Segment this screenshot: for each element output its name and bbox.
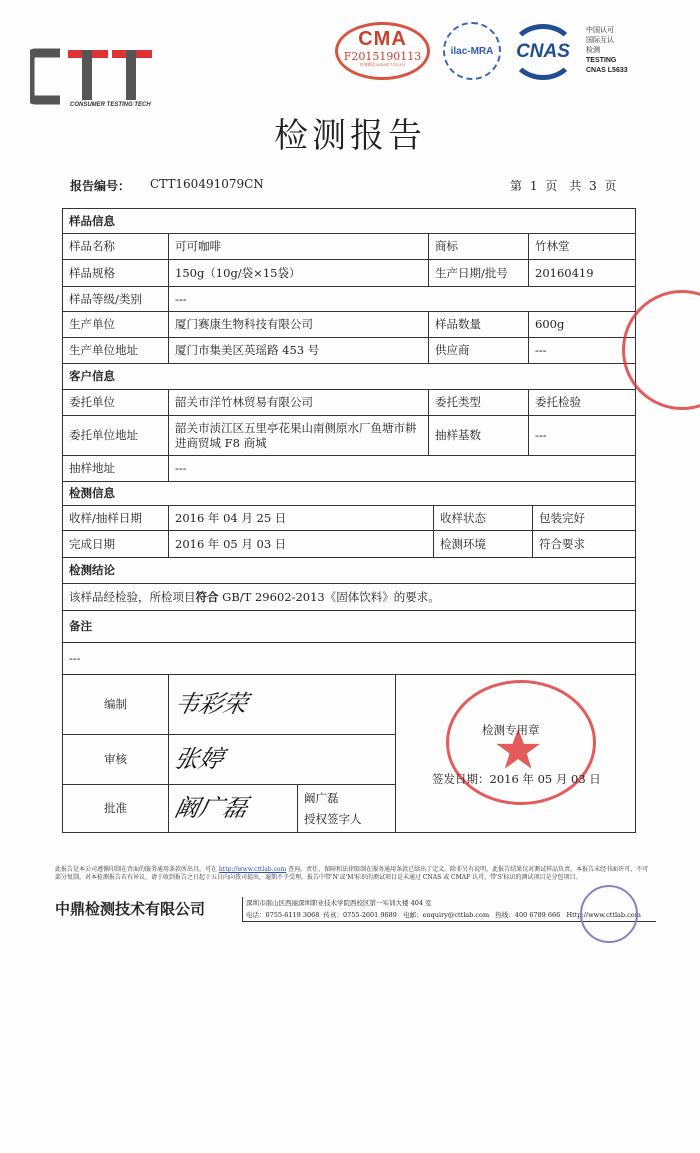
supplier: --- [528, 337, 636, 364]
client-address: 韶关市浈江区五里亭花果山南侧原水厂鱼塘市耕进商贸城 F8 商城 [168, 415, 429, 456]
ilac-mra-logo: ilac-MRA [443, 22, 501, 80]
sampling-address: --- [168, 455, 636, 482]
complete-date: 2016 年 05 月 03 日 [168, 530, 434, 558]
label: 完成日期 [62, 530, 169, 558]
sample-spec: 150g（10g/袋×15袋） [168, 259, 429, 287]
label: 生产单位 [62, 311, 169, 338]
report-title: 检测报告 [274, 116, 426, 156]
page-info: 第 1 页 共 3 页 [510, 179, 617, 193]
report-no: CTT160491079CN [150, 177, 264, 191]
company-contact: 深圳市南山区西丽深圳职业技术学院西校区第一实训大楼 404 室 电话：0755-6119 3068 传真：0755-2601 9689 电邮：enquiry@cttlab.com 热线：400 6789 666 Http://www.cttlab.com [242, 897, 656, 922]
section-test-info: 检测信息 [62, 481, 636, 506]
maker: 厦门赛康生物科技有限公司 [168, 311, 429, 338]
test-environment: 符合要求 [532, 530, 636, 558]
ctt-logo [30, 48, 155, 108]
label: 抽样地址 [62, 455, 169, 482]
label: 委托单位 [62, 389, 169, 416]
label: 商标 [428, 233, 529, 260]
cnas-logo: CNAS [510, 24, 576, 80]
client-type: 委托检验 [528, 389, 636, 416]
label: 生产日期/批号 [428, 259, 529, 287]
website-link[interactable]: http://www.cttlab.com [218, 866, 287, 873]
label: 抽样基数 [428, 415, 529, 456]
receive-state: 包装完好 [532, 505, 636, 531]
label: 委托单位地址 [62, 415, 169, 456]
brand: 竹林堂 [528, 233, 636, 260]
label: 委托类型 [428, 389, 529, 416]
remarks-value: --- [62, 642, 636, 675]
label: 收样状态 [433, 505, 533, 531]
batch: 20160419 [528, 259, 636, 287]
label: 生产单位地址 [62, 337, 169, 364]
report-no-label: 报告编号： [70, 179, 131, 193]
disclaimer: 此报告是本公司遵循印制在背面的服务通用条款所出具，可在 http://www.cttlab.com 查询。责任、保障和法律限制在服务通用条款已给出了定义。除非另有说明，此报告结果仅对测试样品负责。本报告未经书面许可，不可部分复制。对本检测报告若有异议，请于收到报告之日起十五日内向我司提出，逾期不予受理。报告中带'N'或'M'标识的测试项目是未通过 CNAS 或 CMAF 认可，带'S'标识的测试项目是分包项目。 [55, 866, 649, 881]
sampling-base: --- [528, 415, 636, 456]
issue-date: 签发日期：2016 年 05 月 03 日 [432, 772, 601, 786]
ctt-seal-icon [580, 885, 638, 943]
reviewer-signature: 张婷 [168, 734, 396, 785]
logo-subtitle: CONSUMER TESTING TECH [70, 102, 151, 108]
sample-grade: --- [168, 286, 636, 312]
receive-date: 2016 年 04 月 25 日 [168, 505, 434, 531]
company-name: 中鼎检测技术有限公司 [55, 900, 206, 918]
quantity: 600g [528, 311, 636, 338]
cma-logo: CMA F2015190113 有效期至2018年7月23日 [335, 22, 430, 80]
label: 编制 [62, 674, 169, 735]
section-conclusion: 检测结论 [62, 557, 636, 584]
label: 供应商 [428, 337, 529, 364]
label: 收样/抽样日期 [62, 505, 169, 531]
label: 样品数量 [428, 311, 529, 338]
section-client-info: 客户信息 [62, 363, 636, 390]
compiler-signature: 韦彩荣 [168, 674, 396, 735]
section-sample-info: 样品信息 [62, 208, 636, 234]
label: 样品等级/类别 [62, 286, 169, 312]
label: 样品规格 [62, 259, 169, 287]
section-remarks: 备注 [62, 610, 636, 643]
maker-address: 厦门市集美区英瑶路 453 号 [168, 337, 429, 364]
approver-info: 阚广磊 授权签字人 [297, 784, 396, 833]
cnas-accreditation-text: 中国认可 国际互认 检测 TESTING CNAS L5633 [586, 27, 628, 74]
approver-signature: 阚广磊 [168, 784, 298, 833]
label: 样品名称 [62, 233, 169, 260]
label: 批准 [62, 784, 169, 833]
label: 检测环境 [433, 530, 533, 558]
client: 韶关市洋竹林贸易有限公司 [168, 389, 429, 416]
conclusion-text: 该样品经检验，所检项目 符合 GB/T 29602-2013《固体饮料》的要求。 [62, 583, 636, 611]
stamp-label: 检测专用章 [482, 723, 540, 737]
label: 审核 [62, 734, 169, 785]
sample-name: 可可咖啡 [168, 233, 429, 260]
